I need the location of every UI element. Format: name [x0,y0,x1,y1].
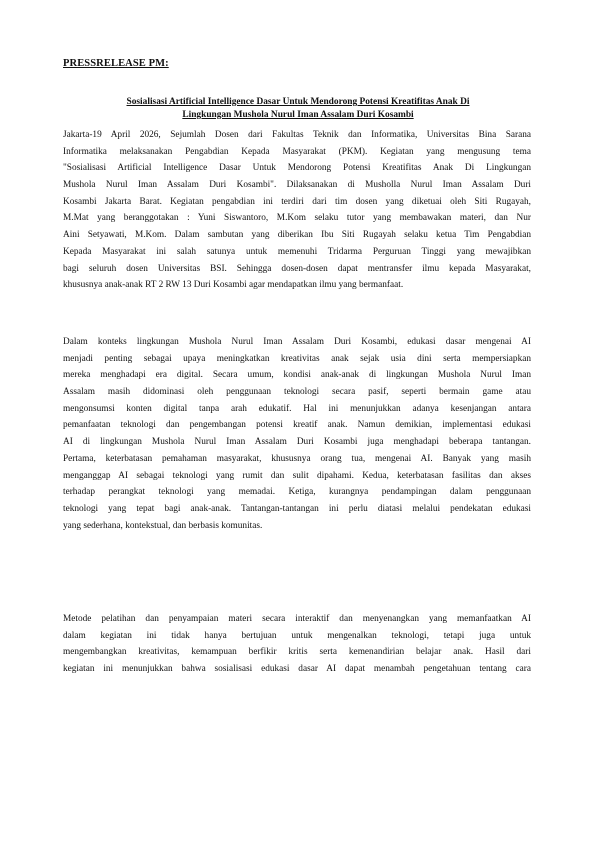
text-line: dalam kegiatan ini tidak hanya bertujuan untuk mengenalkan teknologi, tetapi juga untuk [63,630,531,641]
text-line: mereka menghadapi era digital. Secara umum, kondisi anak-anak di lingkungan Mushola Nurul Iman [63,370,531,381]
text-line: AI di lingkungan Mushola Nurul Iman Assalam Duri Kosambi juga menghadapi beberapa tantangan. [63,437,531,448]
text-line: M.Mat yang beranggotakan : Yuni Siswantoro, M.Kom selaku tutor yang membawakan materi, dan Nur [63,213,531,224]
text-line: yang sederhana, kontekstual, dan berbasis komunitas. [63,520,263,531]
text-line: Pertama, keterbatasan pemahaman masyarakat, khususnya orang tua, mengenai AI. Banyak yang masih [63,453,531,464]
text-line: "Sosialisasi Artificial Intelligence Dasar Untuk Mendorong Potensi Kreatifitas Anak Di Lingkungan [63,163,531,174]
paragraph-2 [63,334,531,534]
text-line: Kosambi Jakarta Barat. Kegiatan pengabdian ini terdiri dari tim dosen yang diketuai oleh Siti Rugayah, [63,196,531,207]
text-line: mengonsumsi konten digital tanpa arah edukatif. Hal ini menunjukkan adanya kesenjangan antara [63,403,531,414]
text-line: menjadi penting sebagai upaya meningkatkan kreativitas anak sejak usia dini serta mempersiapkan [63,353,531,364]
title-line: Lingkungan Mushola Nurul Iman Assalam Duri Kosambi [182,110,414,120]
text-line: Metode pelatihan dan penyampaian materi secara interaktif dan menyenangkan yang memanfaatkan AI [63,614,531,624]
paragraph-3 [63,611,531,678]
document-title [63,96,533,122]
text-line: khususnya anak-anak RT 2 RW 13 Duri Kosambi agar mendapatkan ilmu yang bermanfaat. [63,280,404,291]
text-line: Mushola Nurul Iman Assalam Duri Kosambi". Dilaksanakan di Musholla Nurul Iman Assalam Duri [63,180,531,191]
text-line: Kepada Masyarakat ini salah satunya untuk memenuhi Tridarma Perguruan Tinggi yang mewajibkan [63,246,531,257]
text-line: Aini Setyawati, M.Kom. Dalam sambutan yang diberikan Ibu Siti Rugayah selaku ketua Tim Pengabdian [63,230,531,241]
text-line: kegiatan ini menunjukkan bahwa sosialisasi edukasi dasar AI dapat menambah pengetahuan tentang cara [63,664,531,675]
text-line: Informatika melaksanakan Pengabdian Kepada Masyarakat (PKM). Kegiatan yang mengusung tema [63,146,531,157]
text-line: menganggap AI sebagai teknologi yang rumit dan sulit dipahami. Kedua, keterbatasan fasilitas dan akses [63,470,531,481]
text-line: terhadap perangkat teknologi yang memadai. Ketiga, kurangnya pendampingan dalam penggunaan [63,487,531,498]
title-line: Sosialisasi Artificial Intelligence Dasar Untuk Mendorong Potensi Kreatifitas Anak Di [126,97,470,107]
text-line: teknologi yang tepat bagi anak-anak. Tantangan-tantangan ini perlu diatasi melalui pendekatan edukasi [63,503,531,514]
text-line: bagi seluruh dosen Universitas BSI. Sehingga dosen-dosen dapat mentransfer ilmu kepada Masyarakat, [63,263,531,274]
press-release-heading: PRESSRELEASE PM: [63,58,169,69]
text-line: mengembangkan kreativitas, kemampuan berfikir kritis serta kemenandirian belajar anak. Hasil dari [63,647,531,658]
text-line: Dalam konteks lingkungan Mushola Nurul Iman Assalam Duri Kosambi, edukasi dasar mengenai AI [63,337,531,347]
paragraph-1 [63,127,531,294]
text-line: Jakarta-19 April 2026, Sejumlah Dosen dari Fakultas Teknik dan Informatika, Universitas Bina Sarana [63,130,531,140]
text-line: pemanfaatan teknologi dan pengembangan potensi kreatif anak. Namun demikian, implementasi edukasi [63,420,531,431]
text-line: Assalam masih didominasi oleh penggunaan teknologi secara pasif, seperti bermain game atau [63,387,531,398]
